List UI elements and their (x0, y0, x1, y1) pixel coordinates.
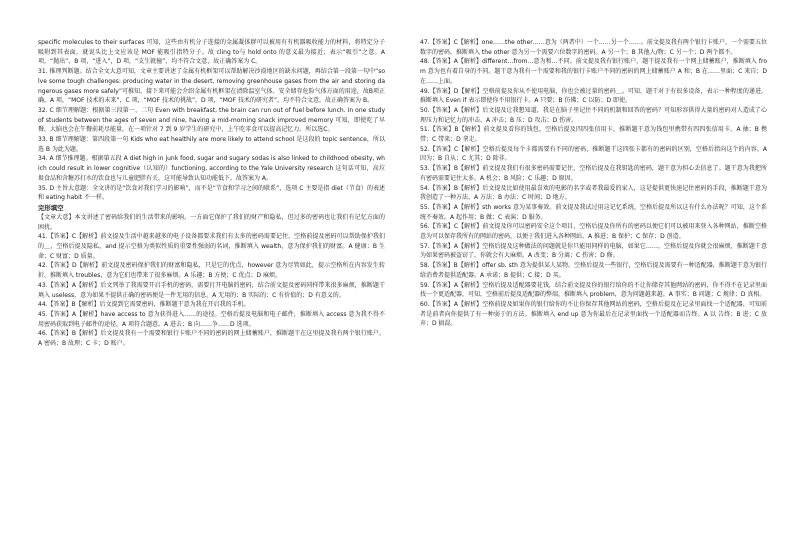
paragraph: 45.【答案】A【解析】have access to 意为获得进入……的途径。空格后提及电脑和电子邮件，推断填入 access 意为我不得不用密码获取到电子邮件的途径，A 项符合题意。A 进去；B 向……争……D 选项。 (38, 310, 385, 328)
right-column (420, 38, 767, 329)
paragraph: 55.【答案】A【解析】sth works 意为某事奏效。前文提及我试过用这记忆系统，空格后提及所以这有什么办法呢？可知，这个系统不奏效。A 起作用；B 做；C 表演；D 服务。 (420, 203, 767, 221)
paragraph: 33. B 细节理解题：第四段第一句 Kids who eat healthily are more likely to attend school 是这段的 topic sentence，所以选 B 为此为题。 (38, 136, 385, 153)
paragraph: 31. 推理判断题。结合全文大意可知，文章主要讲述了金属有机框架可以帮助解决沙漠地区的缺水问题，再结合第一段第一句中“solve some tough challenges: producing water in the desert, removing greenhouse gases from the air and storing dangerous gases more safely”可推知，接下来可能会介绍金属有机框架在清除温室气体、安全储存危险气体方面的用途，故B项正确。A 项，“MOF 技术的未来”，C 项，“MOF 技术的挑战”，D 项，“MOF 技术的研究者”，均不符合文意，故正确答案为 B。 (38, 68, 385, 105)
paragraph: 47.【答案】C【解析】one……the other……意为（两者中）一个……另一个……。前文提及我有两个银行卡账户，一个需要五位数字的密码，推断填入 the other 意为另一个需要六位数字的密码。A 另一个；B 其他人/物；C 另一个；D 两个都不。 (420, 39, 767, 56)
paragraph: 35. D 主旨大意题：全文讲的是“饮食对我们学习的影响”，而不是“节食和学习之间的联系”，选项 C 主要是指 diet（节食）的表述和 eating habit 不一样。 (38, 184, 385, 202)
paragraph: 56.【答案】C【解析】前文提及你可以密码安全这个项目，空格后提及你所有的密码以便它们可以被用来登入各种网站，推断空格意为可以保存我所有的网站的密码，以便于我们进入各种网站。A 推进；B 保护；C 保存；D 创造。 (420, 223, 767, 241)
paragraph: 48.【答案】A【解析】different…from…意为和…不同。前文提及我有银行账户，题干提及我有一个网上储蓄账户，推断填入 from 意为也有着自身的不同。题干意为我有一个需要和我的银行卡账户不同的密码的网上储蓄账户 A 和；B 在……里面；C 来自；D 在……上面。 (420, 58, 767, 85)
paragraph: 42.【答案】D【解析】前文提及密码保护我们的财富和隐私，只是它的优点，however 意为尽管如此，提示空格所在内容发生转折，推断填入 troubles，意为它们也带来了很多麻烦。A 乐趣；B 方便；C 优点；D 麻烦。 (38, 262, 385, 280)
paragraph: 【文章大意】本文讲述了密码给我们的生活带来的影响，一方面它保护了我们的财产和隐私，但过多的密码也让我们有记忆方面的困扰。 (38, 213, 385, 231)
section-heading: 完形填空 (38, 203, 64, 212)
paragraph: 41.【答案】C【解析】前文提及生活中越来越多的电子设备都要求我们有太多的密码需要记住，空格前提及密码可以帮助保护我们的＿，空格后提及隐私，and 提示空格为类似性质的重要性强弱的名词，推断填入 wealth，意为保护我们的财富。A 健康；B 生命；C 财富；D 质量。 (38, 233, 385, 260)
paragraph: 54.【答案】B【解析】后文提及比如使用最喜欢的电影的名字或者我最爱的家人，这是提供更快速记住密码的手段，推断题干意为我创造了一种方法。A 方法；B 办法；C 时间；D 地方。 (420, 184, 767, 202)
paragraph: 32. C 细节理解题：根据第三段第一、二句 Even with breakfast, the brain can run out of fuel before lunch. In one study of students between the ages of seven and nine, having a mid-morning snack improved memory 可知，即使吃了早餐，大脑也会在午餐前耗尽能量，在一项针对 7 到 9 岁学生的研究中，上午吃零食可以提高记忆力。所以选C。 (38, 106, 385, 134)
paragraph: 49.【答案】D【解析】空格前提及你从不使用电脑，你也会被过量的密码＿。可知，题干对于有很多设备，表示一种程度的递进，推断填入 Even if 表示即使你不用银行卡。A 只要；B 仿佛；C 以防；D 即使。 (420, 87, 767, 105)
paragraph: 51.【答案】B【解析】前文提及看你的钱包，空格后提及四四张信用卡，推断题干意为钱包里携带有四四张信用卡。A 抽；B 携带；C 带来；D 拿走。 (420, 126, 767, 144)
paragraph: 46.【答案】B【解析】后文提及我有一个需要和银行卡账户不同的密码的网上储蓄账户，推断题干在这里提及我有两个银行账户。A 密码；B 故理；C 卡；D 账户。 (38, 330, 385, 348)
paragraph: 60.【答案】A【解析】空格前提及如果你的银行给你的不让你保存其他网站的密码，空格后提及在记录里面找一个适配器，可知前者是前者向你提供了有一种弱于的方法。推断填入 end up 意为你最后在记录里面找一个适配器而告终。A 以 告终；B 进；C 放弃；D 搞混。 (420, 300, 767, 328)
paragraph: 44.【答案】B【解析】后文提到它需要密码，推断题干意为我在开启我的手机。 (38, 301, 250, 309)
paragraph: 58.【答案】B【解析】offer sb. sth 意为提供某人某物。空格后提及一些银行，空格后提及需要有一种适配器，推断题干意为银行给消费者提供适配器。A 承诺；B 提供；C 接；D 买。 (420, 262, 767, 279)
paragraph: 43.【答案】A【解析】后文列举了我需要开启手机的密码，需要打开电脑的密码，结合前文提及密码同样带来很多麻烦，推断题干填入 useless，意为如果不提供正确的密码便是一件无用的信息。A 无用的；B 实际的；C 有价值的；D 有意义的。 (38, 281, 385, 299)
paragraph: 53.【答案】B【解析】前文提及我们有很多密码需要记住，空格后提及在我钥匙的密码，题干意为担心丢信息了。题干意为我把所有密码需要记住太多。A 机会；B 风险；C 乐趣；D 原因。 (420, 165, 767, 182)
paragraph: 50.【答案】A【解析】后文提及让我想知道，我是在脑子里记住不同的机制和回答的密码？可知形容供得大量的密码对人造成了心理压力和记忆力的冲击。A 冲击；B 压；D 攻击；D 伤害。 (420, 106, 767, 124)
paragraph: 57.【答案】A【解析】空格后提及这种做法的问题就是你只能用同样的电脑，如果它……，空格后提及你就会很麻烦，推断题干意为如果密码被盗窃了，你就会有大麻烦。A 改变；B 分离；C 伤害；D 修。 (420, 242, 767, 260)
paragraph: 34. A 细节推理题。根据第五段 A diet high in junk food, sugar and sugary sodas is also linked to childhood obesity, which could result in lower cognitive（认知的）functioning, according to the Yale University research 这句话可知，高垃圾食品和含糖苏打水的饮食也与儿童肥胖有关，这可能导致认知功能低下。故答案为 A。 (38, 155, 385, 182)
paragraph: 59.【答案】A【解析】空格后提及适配器要花钱，结合前文提及你的银行给你的不让你储存其他网站的密码，你不得不在记录里面找一个更适配器，可知，空格前后提及适配器的弊端，推断填入 problem，意为问题越来越。A 事实；B 问题；C 规律；D 真相。 (420, 281, 767, 299)
left-column (38, 38, 385, 349)
paragraph: specific molecules to their surfaces 可知，这些由有机分子连接的金属凝体群可以被用有有机器吸收能力的材料，将特定分子吸附到其表面，就说头比上文应该是 MOF 能吸引指特分子。故 cling to与 hold onto 的意义最为接近；表示“吸引”之意。A 项，“抛出”，B 项，“进入”，D 项，“支生就撞”，均不符合文意，故正确答案为 C。 (38, 39, 385, 66)
paragraph: 52.【答案】C【解析】空格后提及每个卡都需要有不同的密码，推断题干这四张卡都有的密码的区别，空格后指向这个的内容。A 因为；B 自从；C 尤其；D 除非。 (420, 145, 767, 163)
